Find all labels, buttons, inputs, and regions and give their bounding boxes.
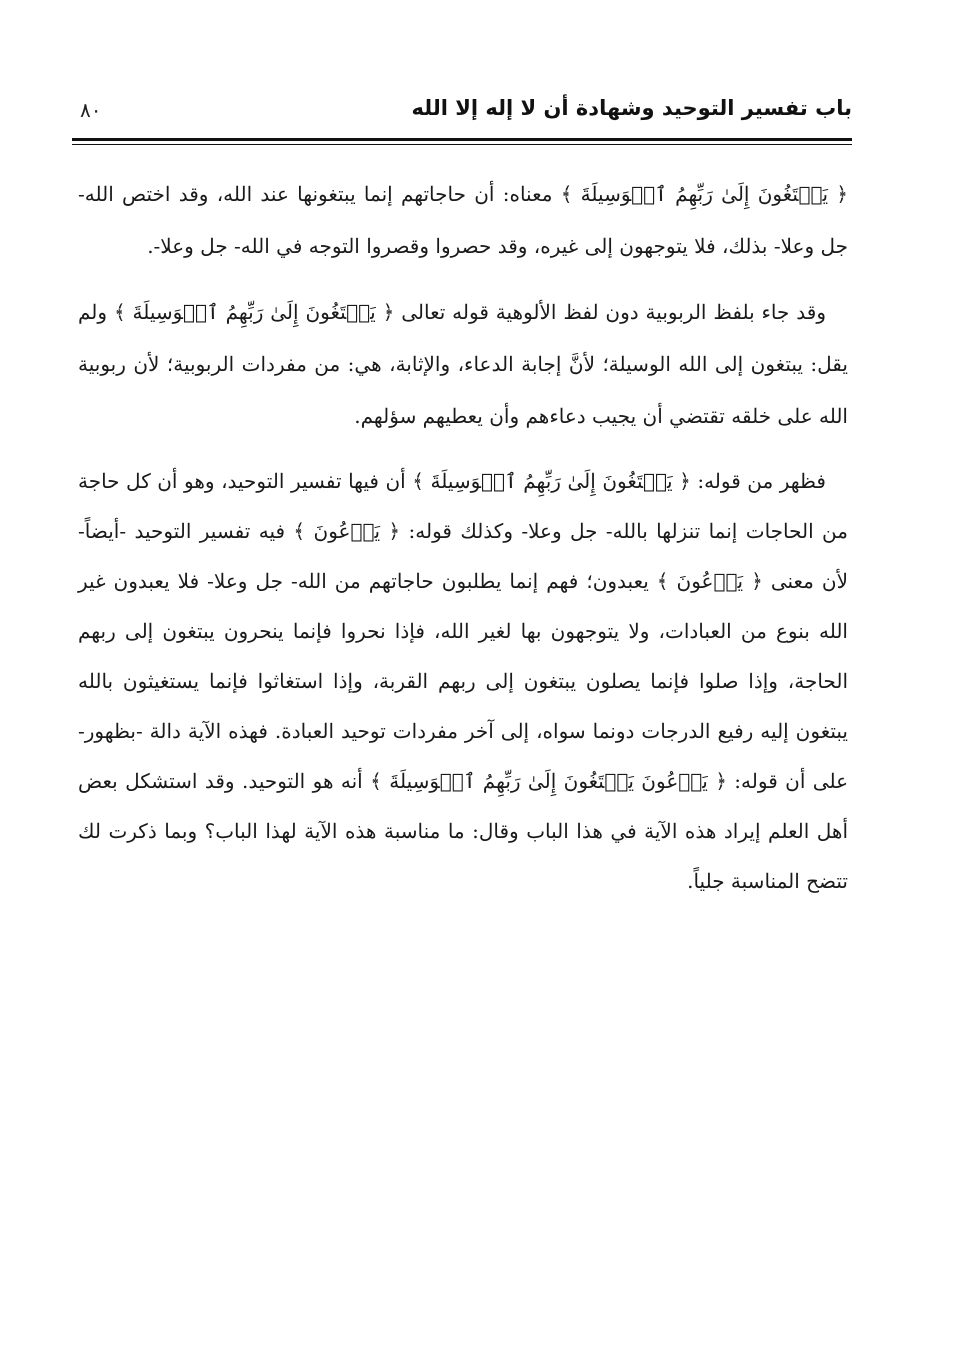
header-rule-thick	[72, 138, 852, 141]
body-text	[78, 168, 848, 920]
paragraph-2: وقد جاء بلفظ الربوبية دون لفظ الألوهية قوله تعالى ﴿ يَبۡتَغُونَ إِلَىٰ رَبِّهِمُ ٱلۡوَسِيلَةَ ﴾ ولم يقل: يبتغون إلى الله الوسيلة؛ لأنَّ إجابة الدعاء، والإثابة، هي: من مفردات الربوبية؛ لأن ربوبية الله على خلقه تقتضي أن يجيب دعاءهم وأن يعطيهم سؤلهم.	[78, 300, 848, 428]
page-header	[72, 92, 852, 138]
paragraph-3: فظهر من قوله: ﴿ يَبۡتَغُونَ إِلَىٰ رَبِّهِمُ ٱلۡوَسِيلَةَ ﴾ أن فيها تفسير التوحيد، وهو أن كل حاجة من الحاجات إنما تنزلها بالله- جل وعلا- وكذلك قوله: ﴿ يَدۡعُونَ ﴾ فيه تفسير التوحيد -أيضاً- لأن معنى ﴿ يَدۡعُونَ ﴾ يعبدون؛ فهم إنما يطلبون حاجاتهم من الله- جل وعلا- فلا يعبدون غير الله بنوع من العبادات، ولا يتوجهون بها لغير الله، فإذا نحروا فإنما ينحرون يبتغون إلى ربهم الحاجة، وإذا صلوا فإنما يصلون يبتغون إلى ربهم القربة، وإذا استغاثوا فإنما يستغيثون بالله يبتغون إليه رفيع الدرجات دونما سواه، إلى آخر مفردات توحيد العبادة. فهذه الآية دالة -بظهور- على أن قوله: ﴿ يَدۡعُونَ يَبۡتَغُونَ إِلَىٰ رَبِّهِمُ ٱلۡوَسِيلَةَ ﴾ أنه هو التوحيد. وقد استشكل بعض أهل العلم إيراد هذه الآية في هذا الباب وقال: ما مناسبة هذه الآية لهذا الباب؟ وبما ذكرت لك تتضح المناسبة جلياً.	[78, 469, 849, 893]
header-rule-thin	[72, 144, 852, 145]
chapter-title: باب تفسير التوحيد وشهادة أن لا إله إلا الله	[411, 96, 852, 120]
paragraph-1: ﴿ يَبۡتَغُونَ إِلَىٰ رَبِّهِمُ ٱلۡوَسِيلَةَ ﴾ معناه: أن حاجاتهم إنما يبتغونها عند الله، وقد اختص الله- جل وعلا- بذلك، فلا يتوجهون إلى غيره، وقد حصروا وقصروا التوجه في الله- جل وعلا-.	[78, 182, 848, 258]
page-number: ٨٠	[80, 98, 102, 122]
